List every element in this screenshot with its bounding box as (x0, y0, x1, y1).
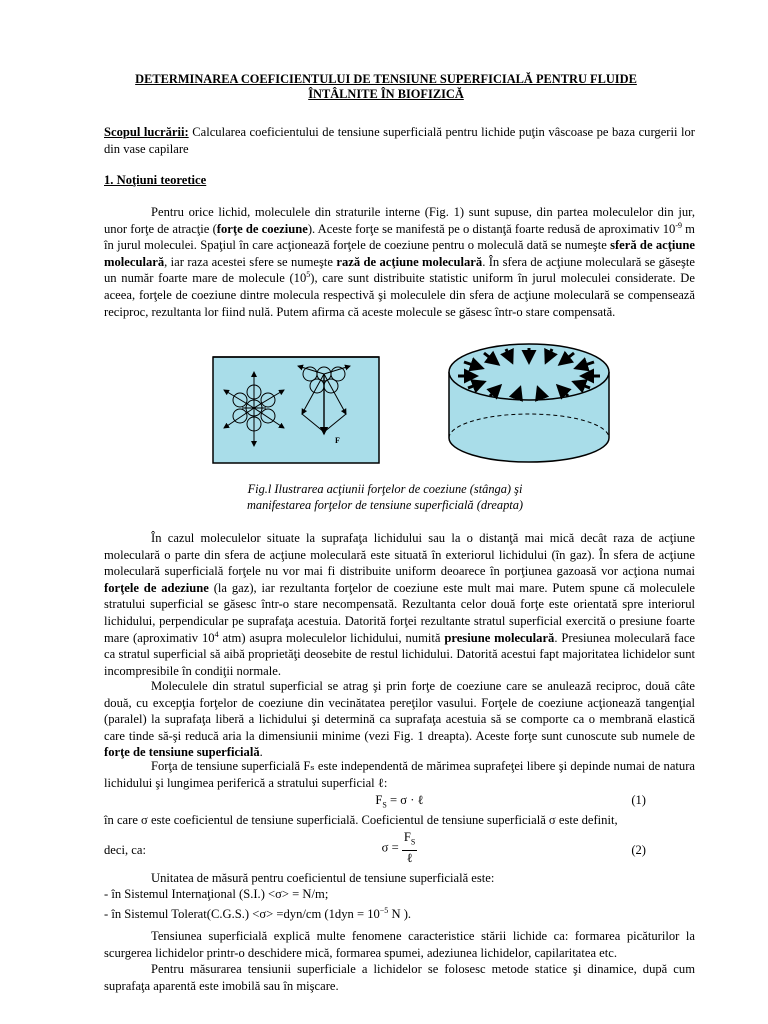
p2-text-f: . Presiunea moleculară face ca stratul superficial să aibă proprietăţi deosebite de restul lichidului. Datorită acestui fapt majoritatea lichidelor sunt incompresibile în condiţii normale. (104, 630, 695, 678)
paragraph-5 (104, 812, 695, 829)
eq1-rhs: = σ · ℓ (386, 793, 424, 807)
unit-list-item-si: - în Sistemul Internaţional (S.I.) <σ> = N/m; (104, 887, 329, 901)
p2-text-d: atm) asupra moleculelor lichidului, numită (218, 630, 445, 645)
eq2-denominator: ℓ (406, 850, 413, 865)
p2-text-c: (la gaz), iar rezultanta forţelor de coeziune este mult mai mare. Putem spune că moleculele stratului superficial se găsesc într-o stare necompensată. Rezultanta celor două forţe este orientată spre interiorul lichidului, perpendicular pe suprafaţa acestuia. Datorită forţei rezultante stratul superficial exercită o presiune foarte mare (aproximativ 10 (104, 580, 696, 645)
surface-tension-figure (446, 340, 612, 466)
paragraph-4: Forţa de tensiune superficială Fₛ este independentă de mărimea suprafeţei libere şi depinde numai de natura lichidului şi lungimea periferică a stratului superficial ℓ: (104, 759, 695, 790)
caption-line-2: manifestarea forţelor de tensiune superficială (dreapta) (246, 498, 524, 512)
p1-bold-sphere: sferă de acţiune moleculară (104, 238, 695, 269)
eq2-numerator: F (403, 830, 411, 844)
scope-text: Calcularea coeficientului de tensiune superficială pentru lichide puţin vâscoase pe baza curgerii lor din vase capilare (104, 125, 696, 156)
liquid-container (213, 357, 379, 463)
eq1-number: (1) (631, 793, 646, 807)
caption-line-1: Fig.l Ilustrarea acţiunii forţelor de coeziune (stânga) şi (247, 482, 523, 496)
scope-paragraph (104, 124, 695, 157)
figure-caption (200, 481, 570, 513)
p2-bold-adhesion: forţele de adeziune (104, 580, 209, 595)
eq1-subscript: S (382, 800, 387, 810)
p1-exponent-1: -9 (675, 220, 682, 230)
cgs-text-a: - în Sistemul Tolerat(C.G.S.) <σ> =dyn/cm (1dyn = 10 (104, 906, 380, 921)
paragraph-1 (104, 204, 695, 320)
p5-text-a: în care σ este coeficientul de tensiune superficială. Coeficientul de tensiune superficială σ este definit, (104, 813, 618, 827)
p2-bold-pressure: presiune moleculară (444, 630, 555, 645)
p3-text-c: . (259, 745, 263, 760)
equation-1 (104, 792, 695, 810)
p3-bold-surface-tension-forces: forţe de tensiune superficială (104, 745, 260, 760)
p1-text-i: ), care sunt distribuite statistic uniform în jurul moleculei considerate. De aceea, forţele de coeziune dintre molecula respectivă şi moleculele din sfera de acţiune moleculară se compensează reciproc, rezultanta lor fiind nulă. Putem afirma că aceste molecule se găsesc într-o stare compensată. (104, 271, 695, 319)
cgs-exponent: −5 (379, 905, 389, 915)
p1-exponent-2: 5 (306, 270, 311, 280)
p5-text-b: deci, ca: (104, 843, 146, 857)
force-label: F (335, 436, 340, 445)
eq1-lhs: F (375, 793, 383, 807)
scope-label: Scopul lucrării: (104, 125, 189, 139)
paragraph-3 (104, 678, 695, 761)
paragraph-7: Tensiunea superficială explică multe fenomene caracteristice stării lichide ca: formarea picăturilor la scurgerea lichidelor printr-o deschidere mică, formarea spumei, adeziunea lichidelor, capilaritatea etc. (104, 929, 695, 960)
title-line-1: DETERMINAREA COEFICIENTULUI DE TENSIUNE SUPERFICIALĂ PENTRU FLUIDE (135, 72, 637, 86)
p1-text-d: m în jurul moleculei. Spaţiul în care acţionează forţele de coeziune pentru o moleculă dată se numeşte (104, 221, 695, 253)
p1-text-c: ). Aceste forţe se manifestă pe o distanţă foarte redusă de aproximativ 10 (307, 221, 676, 236)
p1-bold-radius: rază de acţiune moleculară (336, 254, 483, 269)
unit-list-item-cgs (104, 906, 695, 923)
cohesion-forces-figure (212, 352, 382, 464)
eq2-number: (2) (631, 843, 646, 857)
eq2-numerator-subscript: S (410, 837, 416, 847)
p1-text-f: , iar raza acestei sfere se numeşte (164, 254, 337, 269)
p1-text-h: . În sfera de acţiune moleculară se găseşte un număr foarte mare de molecule (10 (104, 254, 695, 286)
p2-exponent: 4 (214, 629, 219, 639)
p3-text-a: Moleculele din stratul superficial se atrag şi prin forţe de coeziune care se anulează reciproc, două câte două, cu excepţia forţelor de coeziune din vecinătatea pereţilor vasului. Forţele de coeziune acţionează tangenţial (paralel) la suprafaţa liberă a lichidului şi determină ca suprafaţa acestuia să se comporte ca o membrană elastică care tinde să-şi reducă aria la dimensiunii minime (vezi Fig. 1 dreapta). Aceste forţe sunt cunoscute sub numele de (104, 679, 695, 743)
p1-bold-cohesion: forţe de coeziune (216, 221, 308, 236)
p2-text-a: În cazul moleculelor situate la suprafaţa lichidului sau la o distanţă mai mică decât raza de acţiune moleculară o parte din sfera de acţiune moleculară este situată în exteriorul lichidului (în gaz). În sfera de acţiune moleculară superficială forţele nu vor mai fi distribuite uniform deoarece în porţiunea gazoasă vor acţiona numai (104, 531, 695, 579)
paragraph-8: Pentru măsurarea tensiunii superficiale a lichidelor se folosesc metode statice şi dinamice, după cum suprafaţa aparentă este imobilă sau în mişcare. (104, 962, 695, 993)
paragraph-6: Unitatea de măsură pentru coeficientul de tensiune superficială este: (151, 871, 495, 885)
eq2-fraction (402, 830, 417, 866)
document-title (90, 72, 682, 102)
equation-2 (104, 828, 695, 865)
unit-list (104, 886, 695, 922)
title-line-2: ÎNTÂLNITE ÎN BIOFIZICĂ (308, 87, 464, 101)
cgs-text-b: N ). (388, 906, 412, 921)
section-heading: 1. Noţiuni teoretice (104, 173, 207, 187)
p1-text-a: Pentru orice lichid, moleculele din straturile interne (Fig. 1) sunt supuse, din partea moleculelor din jur, unor forţe de atracţie ( (104, 205, 695, 236)
eq2-lhs: σ = (381, 840, 402, 855)
paragraph-2 (104, 530, 695, 679)
